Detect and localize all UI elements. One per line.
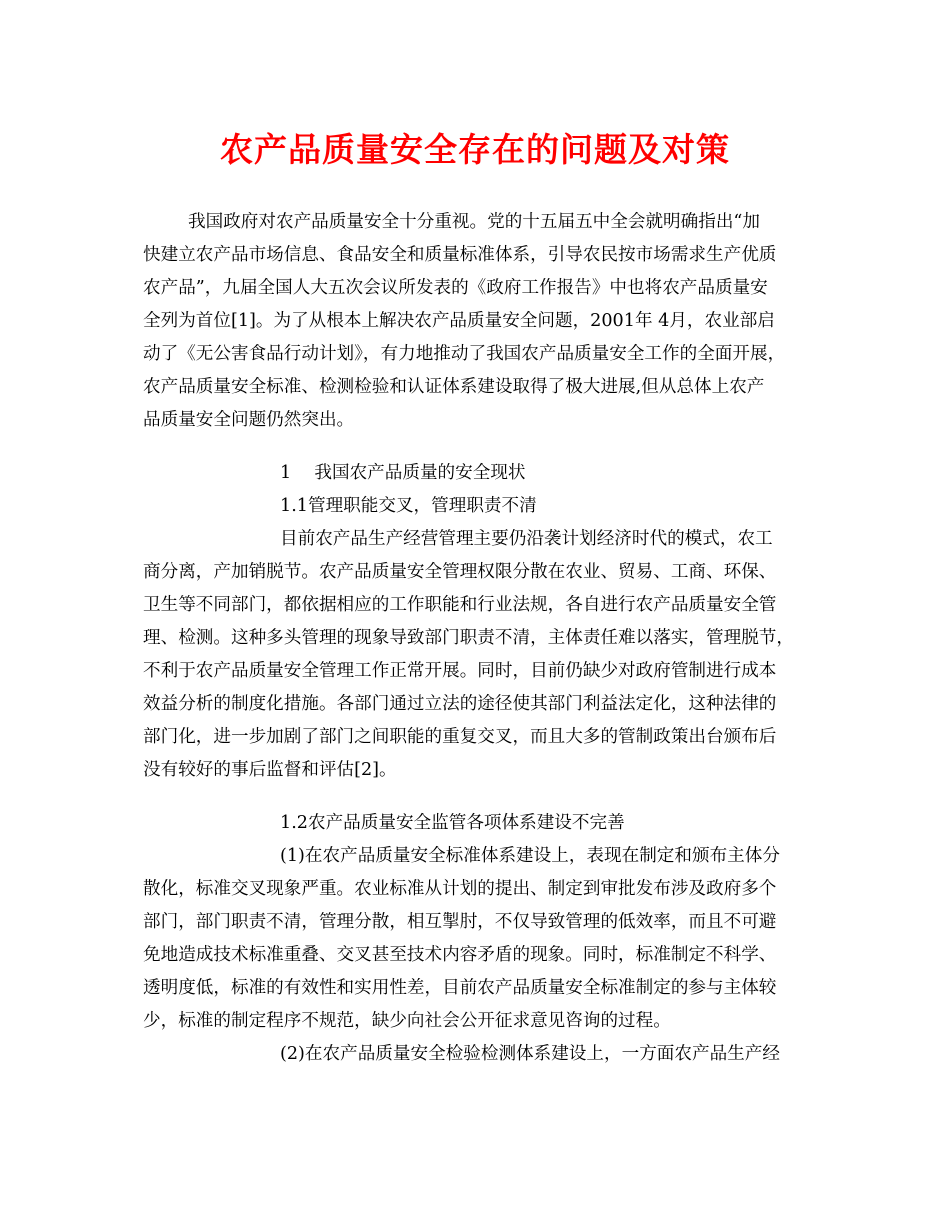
paragraph-line: 快建立农产品市场信息、食品安全和质量标准体系，引导农民按市场需求生产优质 bbox=[143, 245, 777, 265]
paragraph-line: 全列为首位[1]。为了从根本上解决农产品质量安全问题，2001年 4月，农业部启 bbox=[143, 311, 775, 331]
paragraph-line: 农产品质量安全标准、检测检验和认证体系建设取得了极大进展,但从总体上农产 bbox=[143, 377, 765, 397]
paragraph-line: 少，标准的制定程序不规范，缺少向社会公开征求意见咨询的过程。 bbox=[143, 1011, 671, 1031]
paragraph-line: 目前农产品生产经营管理主要仍沿袭计划经济时代的模式，农工 bbox=[280, 529, 773, 549]
section-heading: 1 我国农产品质量的安全现状 bbox=[280, 463, 526, 483]
paragraph-line: 品质量安全问题仍然突出。 bbox=[143, 410, 355, 430]
paragraph-line: 商分离，产加销脱节。农产品质量安全管理权限分散在农业、贸易、工商、环保、 bbox=[143, 562, 777, 582]
paragraph-line: 效益分析的制度化措施。各部门通过立法的途径使其部门利益法定化，这种法律的 bbox=[143, 694, 777, 714]
paragraph-line: 透明度低，标准的有效性和实用性差，目前农产品质量安全标准制定的参与主体较 bbox=[143, 978, 777, 998]
paragraph-line: 散化，标准交叉现象严重。农业标准从计划的提出、制定到审批发布涉及政府多个 bbox=[143, 879, 777, 899]
paragraph-line: 部门，部门职责不清，管理分散，相互掣肘，不仅导致管理的低效率，而且不可避 bbox=[143, 912, 777, 932]
paragraph-line: 免地造成技术标准重叠、交叉甚至技术内容矛盾的现象。同时，标准制定不科学、 bbox=[143, 945, 777, 965]
subsection-heading: 1.1管理职能交叉，管理职责不清 bbox=[280, 496, 537, 516]
paragraph-line: 没有较好的事后监督和评估[2]。 bbox=[143, 760, 397, 780]
paragraph-line: 农产品”，九届全国人大五次会议所发表的《政府工作报告》中也将农产品质量安 bbox=[143, 278, 768, 298]
paragraph-line: 理、检测。这种多头管理的现象导致部门职责不清，主体责任难以落实，管理脱节， bbox=[143, 628, 794, 648]
paragraph-line: 不利于农产品质量安全管理工作正常开展。同时，目前仍缺少对政府管制进行成本 bbox=[143, 661, 777, 681]
document-title: 农产品质量安全存在的问题及对策 bbox=[220, 130, 730, 169]
paragraph-line: 卫生等不同部门，都依据相应的工作职能和行业法规，各自进行农产品质量安全管 bbox=[143, 595, 777, 615]
paragraph-line: (1)在农产品质量安全标准体系建设上，表现在制定和颁布主体分 bbox=[280, 846, 780, 866]
paragraph-line: (2)在农产品质量安全检验检测体系建设上，一方面农产品生产经 bbox=[280, 1044, 780, 1064]
paragraph-line: 我国政府对农产品质量安全十分重视。党的十五届五中全会就明确指出“加 bbox=[188, 212, 760, 232]
paragraph-line: 部门化，进一步加剧了部门之间职能的重复交叉，而且大多的管制政策出台颁布后 bbox=[143, 727, 777, 747]
paragraph-line: 动了《无公害食品行动计划》，有力地推动了我国农产品质量安全工作的全面开展， bbox=[143, 344, 786, 364]
subsection-heading: 1.2农产品质量安全监管各项体系建设不完善 bbox=[280, 813, 625, 833]
